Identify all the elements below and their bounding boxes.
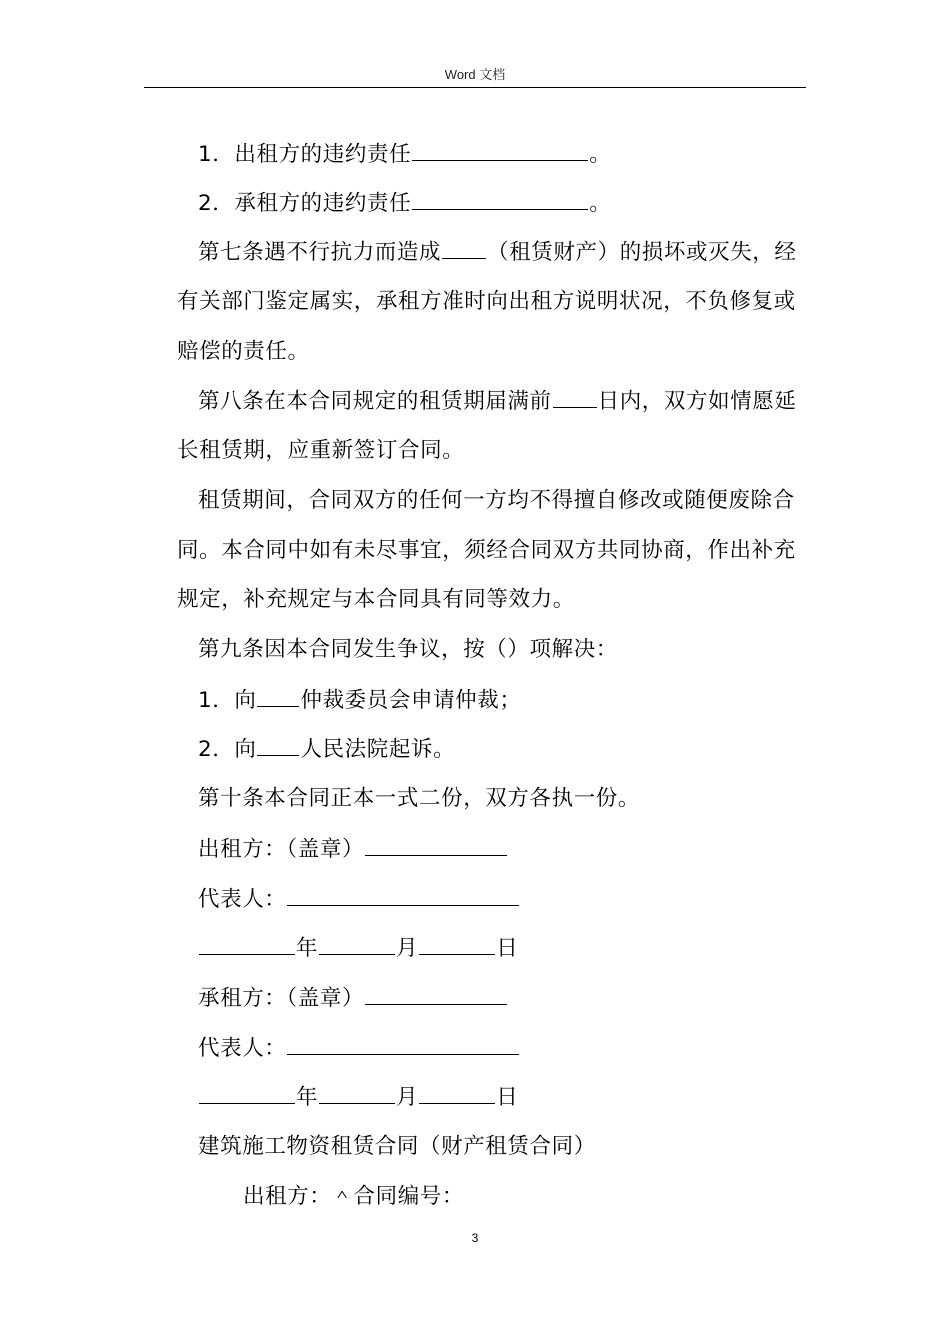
header-divider (144, 87, 806, 88)
lessor-date-line (198, 934, 518, 963)
lease-period-line-1 (198, 487, 795, 515)
fill-in-blank (553, 387, 597, 408)
text-segment: 第七条遇不行抗力而造成 (198, 240, 442, 265)
page-number: 3 (471, 1231, 479, 1245)
text-segment: 年 (296, 1085, 319, 1110)
text-segment: 仲裁委员会申请仲裁； (300, 688, 522, 713)
clause-line-lessee-liability (198, 189, 611, 218)
text-segment: 第十条本合同正本一式二份，双方各执一份。 (198, 786, 641, 811)
fill-in-blank (419, 1083, 495, 1104)
text-segment: 长租赁期，应重新签订合同。 (177, 438, 465, 463)
text-segment: 月 (396, 936, 419, 961)
article-ten-line (198, 785, 640, 813)
fill-in-blank (412, 189, 588, 210)
fill-in-blank (257, 686, 299, 707)
text-segment: 日 (496, 1085, 519, 1110)
lessor-seal-line (198, 835, 508, 864)
article-eight-line-2 (177, 437, 464, 465)
text-segment: 承租方：（盖章） (198, 986, 365, 1011)
fill-in-blank (287, 1034, 519, 1055)
court-option (198, 735, 455, 764)
text-segment: 第九条因本合同发生争议，按（）项解决： (198, 637, 618, 662)
text-segment: 代表人： (198, 887, 287, 912)
text-segment: 规定，补充规定与本合同具有同等效力。 (177, 587, 575, 612)
fill-in-blank (199, 1083, 295, 1104)
lessee-seal-line (198, 984, 508, 1013)
clause-line-lessor-liability (198, 140, 611, 169)
text-segment: 月 (396, 1085, 419, 1110)
fill-in-blank (199, 934, 295, 955)
text-segment: 建筑施工物资租赁合同（财产租赁合同） (198, 1134, 596, 1159)
article-seven-line-1 (198, 238, 797, 267)
article-seven-line-3 (177, 338, 310, 366)
text-segment: 出租方：（盖章） (198, 837, 365, 862)
lessor-representative-line (198, 885, 520, 914)
fill-in-blank (257, 735, 299, 756)
fill-in-blank (365, 835, 507, 856)
arbitration-option (198, 686, 522, 715)
lessee-representative-line (198, 1034, 520, 1063)
article-seven-line-2 (177, 288, 796, 316)
text-segment: 同。本合同中如有未尽事宜，须经合同双方共同协商，作出补充 (177, 538, 796, 563)
text-segment: 2．向 (198, 737, 257, 762)
fill-in-blank (442, 238, 486, 259)
text-segment: 。 (589, 142, 612, 167)
fill-in-blank (319, 1083, 395, 1104)
lessee-date-line (198, 1083, 518, 1112)
text-segment: 1．出租方的违约责任 (198, 142, 412, 167)
article-eight-line-1 (198, 387, 797, 416)
lease-period-line-2 (177, 537, 796, 565)
text-segment: 日 (496, 936, 519, 961)
fill-in-blank (365, 984, 507, 1005)
text-segment: 人民法院起诉。 (300, 737, 456, 762)
fill-in-blank (419, 934, 495, 955)
text-segment: 出租方：＾合同编号： (243, 1184, 465, 1209)
new-contract-lessor-line (243, 1183, 464, 1211)
text-segment: 赔偿的责任。 (177, 339, 310, 364)
text-segment: 。 (589, 191, 612, 216)
text-segment: 日内，双方如情愿延 (597, 389, 797, 414)
text-segment: （租赁财产）的损坏或灭失，经 (487, 240, 797, 265)
new-contract-title (198, 1133, 596, 1161)
text-segment: 年 (296, 936, 319, 961)
article-nine-line (198, 636, 618, 664)
text-segment: 有关部门鉴定属实，承租方准时向出租方说明状况，不负修复或 (177, 289, 796, 314)
text-segment: 代表人： (198, 1036, 287, 1061)
text-segment: 1．向 (198, 688, 257, 713)
text-segment: 2．承租方的违约责任 (198, 191, 412, 216)
page-header-title: Word 文档 (444, 67, 506, 82)
lease-period-line-3 (177, 586, 575, 614)
fill-in-blank (287, 885, 519, 906)
text-segment: 租赁期间，合同双方的任何一方均不得擅自修改或随便废除合 (198, 488, 795, 513)
text-segment: 第八条在本合同规定的租赁期届满前 (198, 389, 552, 414)
fill-in-blank (412, 140, 588, 161)
fill-in-blank (319, 934, 395, 955)
